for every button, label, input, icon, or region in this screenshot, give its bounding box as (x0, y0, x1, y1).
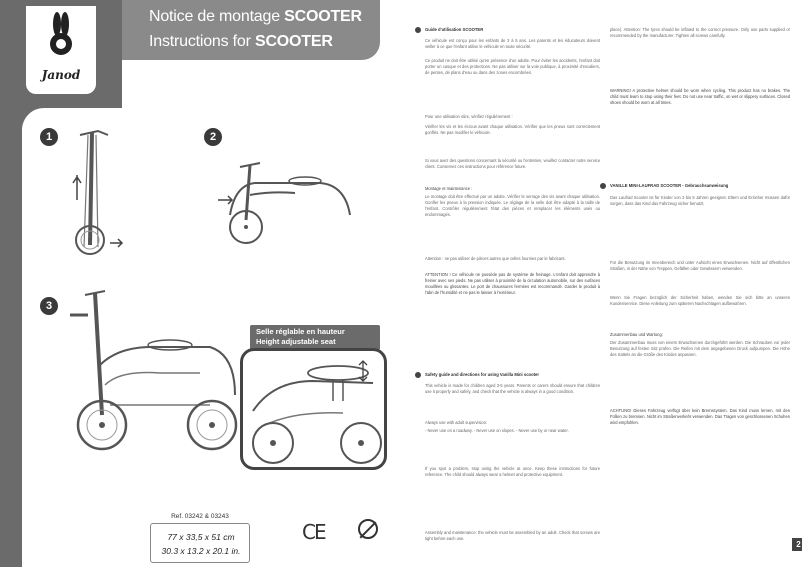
janod-logo (26, 6, 96, 94)
reference-box (150, 523, 250, 563)
bullet-icon (415, 27, 421, 33)
age-warning-icon (358, 519, 378, 539)
fr-paragraph-6: Le montage doit être effectué par un adulte. Vérifier le serrage des vis avant chaque utilisation. Gonfler les pneus à la pression indiquée. Le réglage de la selle doit être adapté à la taille de l'enfant. Contrôler régulièrement l'état des pièces et remplacer les éléments usés ou endommagés. (425, 194, 600, 218)
en-paragraph-1: This vehicle is made for children aged 3-5 years. Parents or carers should ensure that children use it properly and safely, and check that the vehicle is always in a good condition. (425, 383, 600, 395)
en-continued: place). Attention: The tyres should be inflated to the correct pressure. Only use parts supplied or recommended by the manufacturer. Tighten all screws carefully. (610, 27, 790, 39)
page-number: 2 (792, 538, 802, 551)
reference-number: Ref. 03242 & 03243 (150, 513, 250, 520)
company-info (32, 470, 122, 535)
en-paragraph-2: Always use with adult supervision: (425, 420, 488, 425)
step-2-drawing (210, 155, 365, 250)
fr-paragraph-7: Attention : ne pas utiliser de pièces autres que celles fournies par le fabricant. (425, 256, 566, 261)
fr-paragraph-3: Pour une utilisation sûre, vérifiez régulièrement : (425, 114, 513, 119)
fr-warning: ATTENTION ! Ce véhicule ne possède pas de système de freinage. L'enfant doit apprendre à freiner avec ses pieds. Ne pas utiliser à proximité de la circulation automobile, sur des surfaces mouillées ou glissantes. Le port de chaussures fermées est recommandé. Garder le produit à l'abri de l'humidité et ne pas le laisser à l'extérieur. (425, 272, 600, 296)
en-list: - Never use on a roadway. - Never use on slopes. - Never use by or near water. (425, 428, 569, 433)
fr-paragraph-1: Ce véhicule est conçu pour les enfants de 3 à 5 ans. Les parents et les éducateurs doivent veiller à ce que l'enfant utilise le véhicule en toute sécurité. (425, 38, 600, 50)
de-paragraph-2: Für die Benutzung im Innenbereich und unter Aufsicht eines Erwachsenen. Nicht auf öffentlichen Straßen, in der Nähe von Treppen, Gefällen oder Gewässern verwenden. (610, 260, 790, 272)
ce-mark: CE (302, 520, 325, 544)
fr-paragraph-5: Si vous avez des questions concernant la sécurité ou l'entretien, veuillez contacter notre service client. Conservez ces instructions pour référence future. (425, 158, 600, 170)
de-maintenance-title: Zusammenbau und Wartung: (610, 332, 663, 337)
company-address-1: 15 rue de l'Industrie (32, 481, 85, 487)
step-3-drawing (60, 285, 245, 460)
de-paragraph-4: Der Zusammenbau muss von einem Erwachsenen durchgeführt werden. Die Schrauben vor jeder Benutzung auf festen Sitz prüfen. Die Reifen mit dem angegebenen Druck aufpumpen. Die Höhe des Sattels an die Größe des Kindes anpassen. (610, 340, 790, 358)
section-title-en: Safety guide and directions for using Vanilla Mini scooter (415, 372, 539, 378)
fr-paragraph-2: Ce produit ne doit être utilisé qu'en présence d'un adulte. Pour éviter les accidents, l'enfant doit porter un casque et des protections. Ne pas utiliser sur la voie publique, à proximité d'escaliers, de pentes, de plans d'eau ou dans des zones encombrées. (425, 58, 600, 76)
en-paragraph-4: Assembly and maintenance: the vehicle must be assembled by an adult. Check that screws are tight before each use. (425, 530, 600, 542)
dimensions-in: 30.3 x 13.2 x 20.1 in. (161, 546, 241, 556)
seat-zoom-drawing (243, 351, 384, 467)
title-banner (122, 0, 380, 60)
fr-maintenance-title: Montage et maintenance : (425, 186, 473, 191)
section-title-de: VANILLE MINI-LAUFRAD SCOOTER - Gebrauchsanweisung (600, 183, 728, 189)
de-paragraph-3: Wenn Sie Fragen bezüglich der Sicherheit haben, wenden Sie sich bitte an unseren Kundenservice. Diese Anleitung zum späteren Nachschlagen aufbewahren. (610, 295, 790, 307)
company-name: JURATOYS (32, 470, 80, 480)
en-paragraph-3: If you spot a problem, stop using the vehicle at once. Keep these instructions for future reference. The child should always wear a helmet and protective equipment. (425, 466, 600, 478)
right-page (400, 0, 802, 567)
left-page (0, 0, 400, 567)
company-address-2: 39270 Orgelet (32, 489, 71, 495)
step-3-badge: 3 (40, 297, 58, 315)
seat-adjust-label: Selle réglable en hauteur Height adjustable seat (250, 325, 380, 350)
section-title-fr: Guide d'utilisation SCOOTER (415, 27, 483, 33)
en-warning: WARNING! A protective helmet should be worn when cycling. This product has no brakes. The child must learn to stop using their feet. Do not use near traffic, on wet or slippery surfaces. Closed shoes should be worn at all times. (610, 88, 790, 106)
rabbit-icon (48, 12, 74, 56)
dimensions-cm: 77 x 33,5 x 51 cm (167, 532, 235, 542)
step-1-drawing (60, 125, 130, 260)
step-1-badge: 1 (40, 128, 58, 146)
bullet-icon (415, 372, 421, 378)
step-2-badge: 2 (204, 128, 222, 146)
fr-paragraph-4: Vérifier les vis et les écrous avant chaque utilisation. Vérifier que les pneus sont correctement gonflés. Ne pas modifier le véhicule. (425, 124, 600, 136)
seat-zoom-box (240, 348, 387, 470)
company-country: FRANCE (32, 497, 57, 503)
company-tagline: jouer par nature (32, 529, 78, 535)
logo-text: Janod (41, 68, 81, 82)
title-fr: Notice de montage SCOOTER (149, 8, 362, 25)
company-copyright: Janod Copyright 2011 (32, 505, 91, 511)
company-website: www.janod.com (32, 514, 78, 521)
de-paragraph-1: Das Laufrad Scooter ist für Kinder von 3 bis 5 Jahren geeignet. Eltern und Erzieher müssen dafür sorgen, dass das Kind das Fahrzeug sicher benutzt. (610, 195, 790, 207)
title-en: Instructions for SCOOTER (149, 33, 333, 50)
bullet-icon (600, 183, 606, 189)
de-warning: ACHTUNG! Dieses Fahrzeug verfügt über kein Bremssystem. Das Kind muss lernen, mit den Füßen zu bremsen. Nicht im Straßenverkehr verwenden. Das Tragen von geschlossenen Schuhen wird empfohlen. (610, 408, 790, 426)
